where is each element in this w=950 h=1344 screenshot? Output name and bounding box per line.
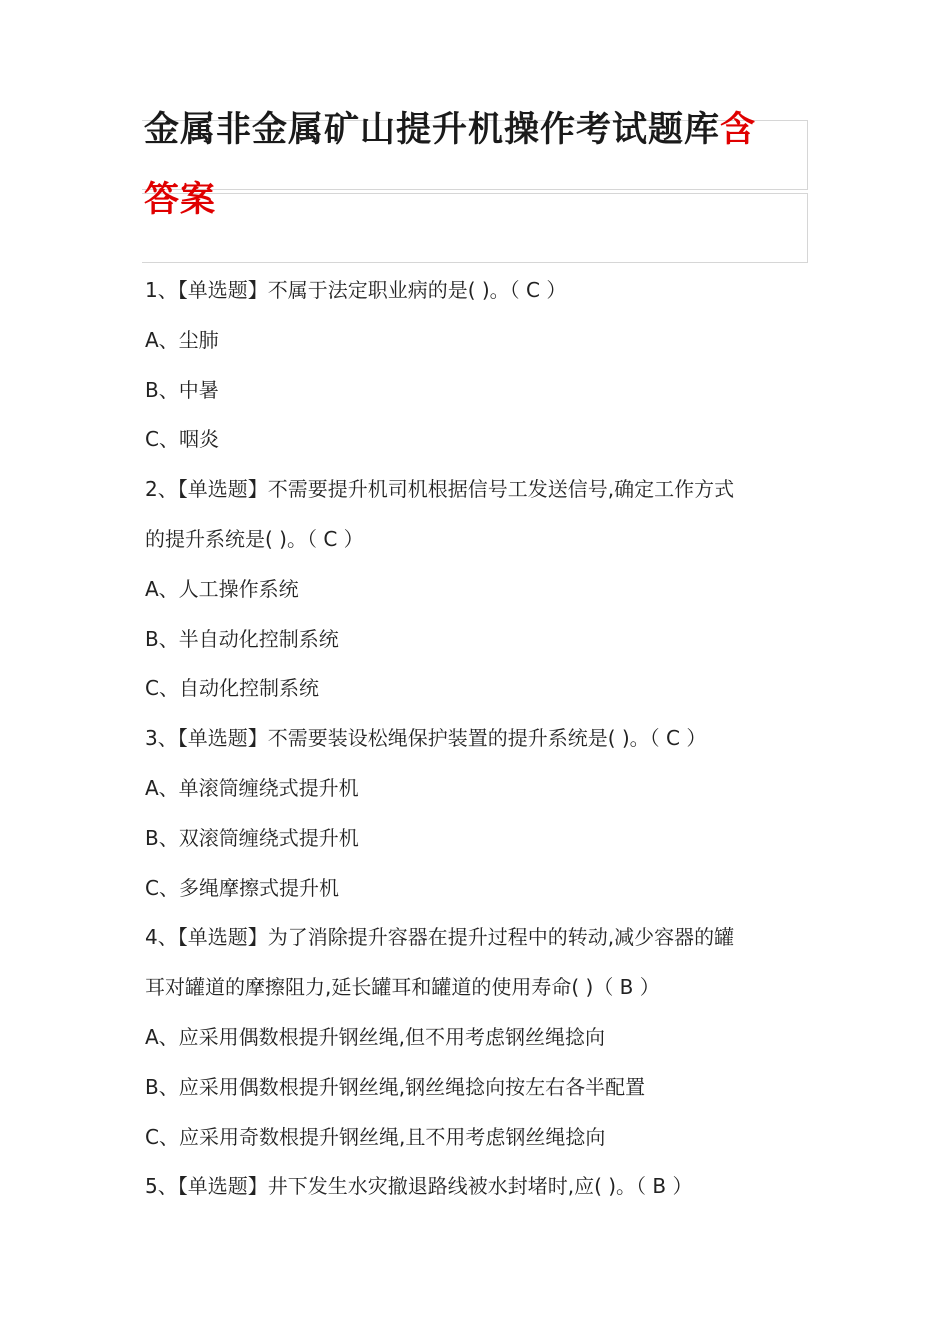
title-frame-bottom bbox=[142, 193, 808, 263]
title-highlight-1: 含 bbox=[720, 110, 757, 150]
option-2c: C、自动化控制系统 bbox=[145, 676, 319, 701]
option-3b: B、双滚筒缠绕式提升机 bbox=[145, 825, 359, 850]
option-3a: A、单滚筒缠绕式提升机 bbox=[145, 775, 359, 800]
question-list bbox=[145, 266, 815, 1212]
option-4c: C、应采用奇数根提升钢丝绳,且不用考虑钢丝绳捻向 bbox=[145, 1124, 606, 1149]
option-1c: C、咽炎 bbox=[145, 427, 219, 452]
question-4-continued: 耳对罐道的摩擦阻力,延长罐耳和罐道的使用寿命( )（ B ） bbox=[145, 975, 660, 1000]
question-1: 1、【单选题】不属于法定职业病的是( )。（ C ） bbox=[145, 278, 567, 302]
option-1a: A、尘肺 bbox=[145, 327, 219, 352]
document-title bbox=[144, 110, 756, 150]
question-3: 3、【单选题】不需要装设松绳保护装置的提升系统是( )。（ C ） bbox=[145, 726, 707, 751]
document-title-continued: 答案 bbox=[144, 180, 217, 220]
option-2a: A、人工操作系统 bbox=[145, 576, 299, 601]
option-2b: B、半自动化控制系统 bbox=[145, 626, 339, 651]
option-3c: C、多绳摩擦式提升机 bbox=[145, 875, 339, 900]
question-5: 5、【单选题】井下发生水灾撤退路线被水封堵时,应( )。（ B ） bbox=[145, 1174, 693, 1199]
option-4b: B、应采用偶数根提升钢丝绳,钢丝绳捻向按左右各半配置 bbox=[145, 1074, 646, 1099]
option-1b: B、中暑 bbox=[145, 377, 219, 402]
option-4a: A、应采用偶数根提升钢丝绳,但不用考虑钢丝绳捻向 bbox=[145, 1024, 606, 1049]
title-main: 金属非金属矿山提升机操作考试题库 bbox=[144, 110, 721, 150]
question-2: 2、【单选题】不需要提升机司机根据信号工发送信号,确定工作方式 bbox=[145, 477, 735, 502]
question-2-continued: 的提升系统是( )。（ C ） bbox=[145, 526, 364, 551]
question-4: 4、【单选题】为了消除提升容器在提升过程中的转动,减少容器的罐 bbox=[145, 925, 735, 950]
